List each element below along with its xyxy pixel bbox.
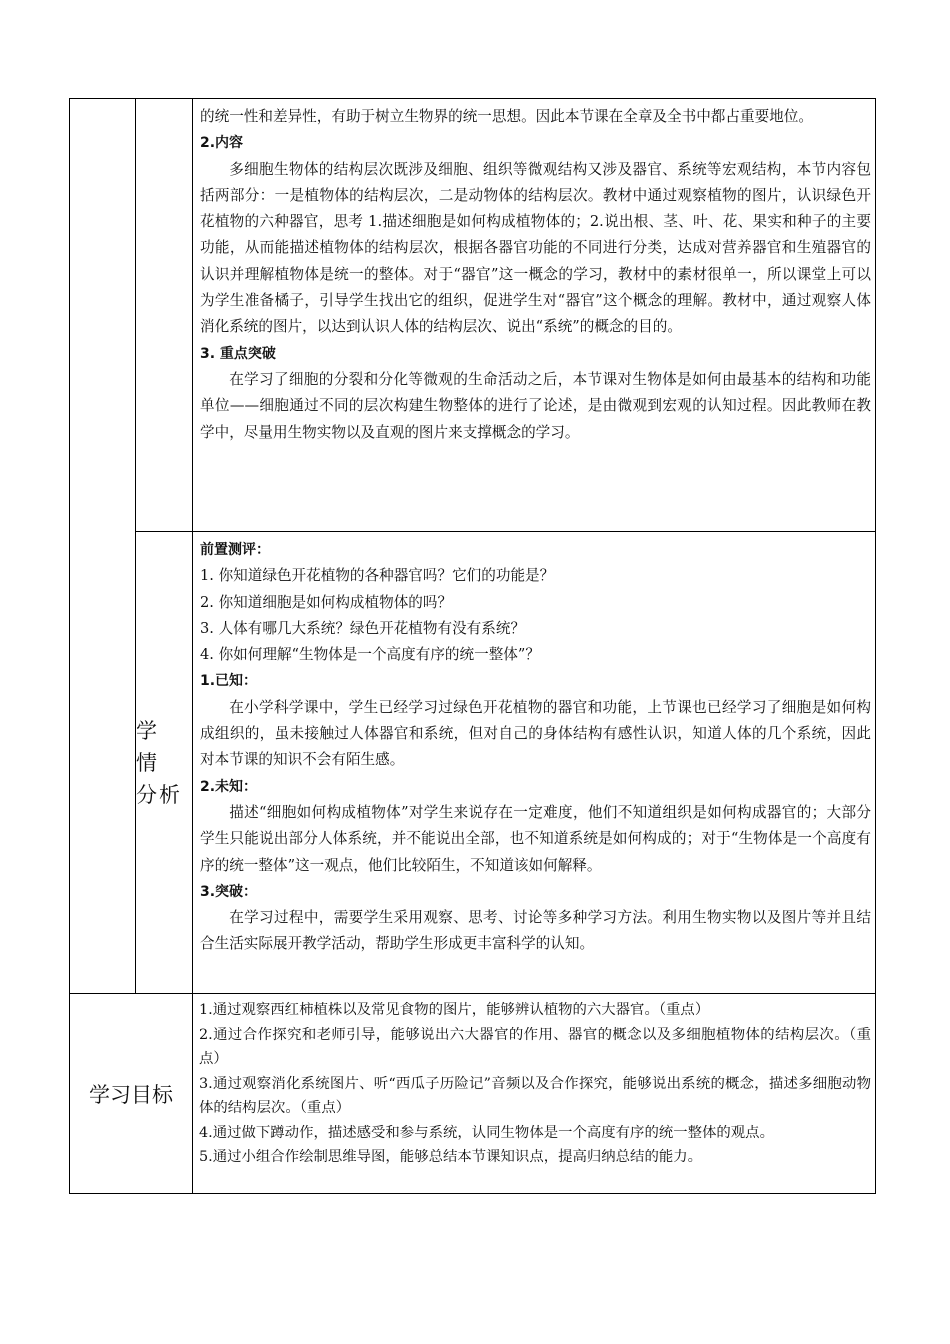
learning-goals-label: 学习目标 [70,994,193,1194]
key-paragraph: 在学习了细胞的分裂和分化等微观的生命活动之后，本节课对生物体是如何由最基本的结构和功能单位——细胞通过不同的层次构建生物整体的进行了论述，是由微观到宏观的认知过程。因此教师在教学中，尽量用生物实物以及直观的图片来支撑概念的学习。 [200,370,871,441]
student-analysis-label-line1: 学情 [136,718,169,775]
intro-text: 的统一性和差异性，有助于树立生物界的统一思想。因此本节课在全章及全书中都占重要地位。 [200,108,813,125]
student-analysis-label-line2: 分析 [136,782,182,807]
lesson-plan-table [69,98,876,1194]
key-heading: 3. 重点突破 [200,345,276,362]
goal-item: 1.通过观察西红柿植株以及常见食物的图片，能够辨认植物的六大器官。（重点） [199,1002,710,1018]
unknown-heading: 2.未知： [200,778,258,795]
breakthrough-paragraph: 在学习过程中，需要学生采用观察、思考、讨论等多种学习方法。利用生物实物以及图片等并且结合生活实际展开教学活动，帮助学生形成更丰富科学的认知。 [200,909,871,953]
known-paragraph: 在小学科学课中，学生已经学习过绿色开花植物的器官和功能，上节课也已经学习了细胞是如何构成组织的，虽未接触过人体器官和系统，但对自己的身体结构有感性认识，知道人体的几个系统，因此对本节课的知识不会有陌生感。 [200,698,871,769]
learning-goals-cell [193,994,876,1194]
table-row-textbook-analysis [70,99,876,532]
pretest-question: 4. 你如何理解“生物体是一个高度有序的统一整体”？ [200,646,540,664]
pretest-question: 3. 人体有哪几大系统？绿色开花植物有没有系统？ [200,619,526,637]
unknown-paragraph: 描述“细胞如何构成植物体”对学生来说存在一定难度，他们不知道组织是如何构成器官的；大部分学生只能说出部分人体系统，并不能说出全部，也不知道系统是如何构成的；对于“生物体是一个高度有序的统一整体”这一观点，他们比较陌生，不知道该如何解释。 [200,803,871,874]
pretest-question: 1. 你知道绿色开花植物的各种器官吗？它们的功能是？ [200,567,555,585]
pretest-question: 2. 你知道细胞是如何构成植物体的吗？ [200,593,453,611]
pretest-heading: 前置测评： [200,542,270,558]
textbook-analysis-cell [193,99,876,532]
goal-item: 3.通过观察消化系统图片、听“西瓜子历险记”音频以及合作探究，能够说出系统的概念，描述多细胞动物体的结构层次。（重点） [199,1075,871,1116]
content-paragraph: 多细胞生物体的结构层次既涉及细胞、组织等微观结构又涉及器官、系统等宏观结构，本节内容包括两部分：一是植物体的结构层次，二是动物体的结构层次。教材中通过观察植物的图片，认识绿色开花植物的六种器官，思考 1.描述细胞是如何构成植物体的；2.说出根、茎、叶、花、果实和种子的主要功能，从而能描述植物体的结构层次，根据各器官功能的不同进行分类，达成对营养器官和生殖器官的认识并理解植物体是统一的整体。对于“器官”这一概念的学习，教材中的素材很单一，所以课堂上可以为学生准备橘子，引导学生找出它的组织，促进学生对“器官”这个概念的理解。教材中，通过观察人体消化系统的图片，以达到认识人体的结构层次、说出“系统”的概念的目的。 [200,160,871,336]
content-heading: 2.内容 [200,135,244,152]
student-analysis-cell [193,532,876,994]
goal-item: 4.通过做下蹲动作，描述感受和参与系统，认同生物体是一个高度有序的统一整体的观点。 [199,1124,774,1141]
known-heading: 1.已知： [200,673,258,690]
outer-label-cell [70,99,136,994]
breakthrough-heading: 3.突破： [200,883,258,900]
table-row-student-analysis [70,532,876,994]
goal-item: 2.通过合作探究和老师引导，能够说出六大器官的作用、器官的概念以及多细胞植物体的结构层次。（重点） [199,1026,871,1067]
student-analysis-label [136,532,193,994]
goal-item: 5.通过小组合作绘制思维导图，能够总结本节课知识点，提高归纳总结的能力。 [199,1149,703,1165]
table-row-learning-goals [70,994,876,1194]
inner-label-cell-empty [136,99,193,532]
